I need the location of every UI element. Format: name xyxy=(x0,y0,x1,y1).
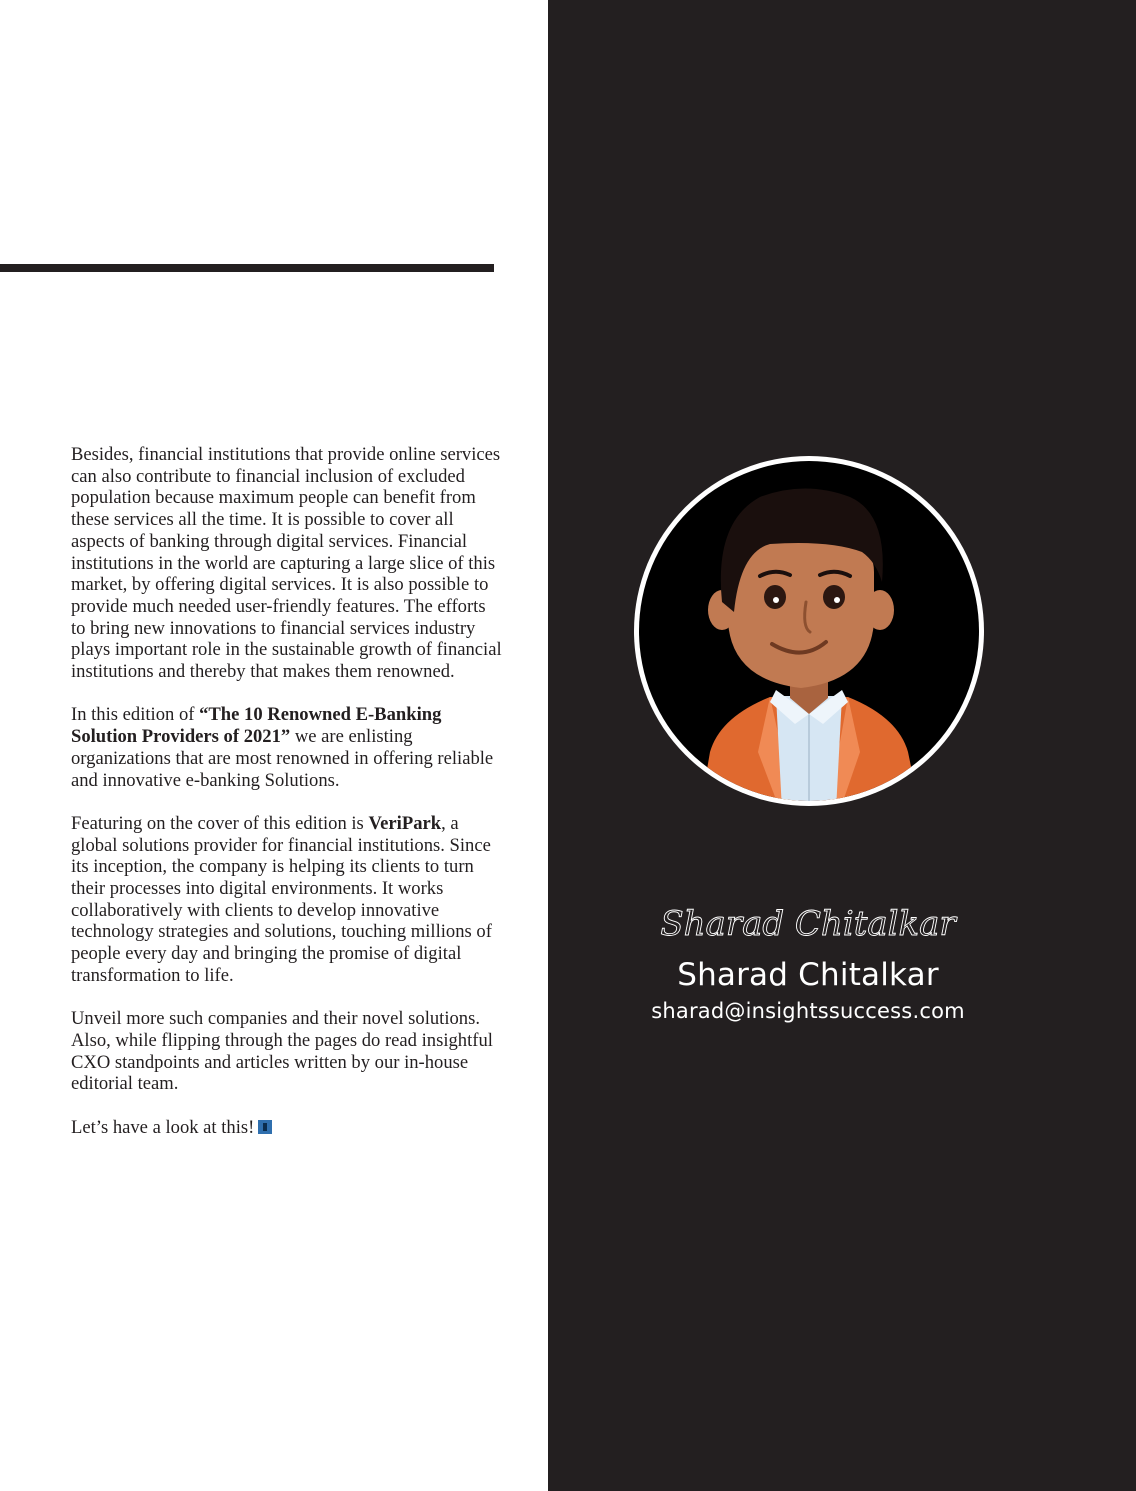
paragraph-3-rest: , a global solutions provider for financial institutions. Since its inception, the company is helping its clients to turn their processes into digital environments. It works collaboratively with clients to develop innovative technology strategies and solutions, touching millions of people every day and bringing the promise of digital transformation to life. xyxy=(71,812,492,986)
article-body xyxy=(71,444,503,1160)
avatar-illustration xyxy=(630,452,988,810)
signature-text: Sharad Chitalkar xyxy=(660,904,956,944)
author-email[interactable]: sharad@insightssuccess.com xyxy=(651,999,965,1023)
article-column xyxy=(0,0,548,1491)
author-signature xyxy=(660,890,956,960)
company-name: VeriPark xyxy=(368,812,442,834)
paragraph-2-rest: we are enlisting organizations that are most renowned in offering reliable and innovative e-banking Solutions. xyxy=(71,726,494,791)
paragraph-2-lead: In this edition of xyxy=(71,704,200,726)
edition-title: “The 10 Renowned E-Banking Solution Providers of 2021” xyxy=(71,704,442,748)
end-mark-icon xyxy=(258,1120,272,1134)
closing-line xyxy=(71,1117,503,1139)
closing-text: Let’s have a look at this! xyxy=(71,1116,255,1138)
paragraph-1: Besides, financial institutions that provide online services can also contribute to financial inclusion of excluded population because maximum people can benefit from these services all the time. It is possible to cover all aspects of banking through digital services. Financial institutions in the world are capturing a large slice of this market, by offering digital services. It is also possible to provide much needed user-friendly features. The efforts to bring new innovations to financial services industry plays important role in the sustainable growth of financial institutions and thereby that makes them renowned. xyxy=(71,444,502,683)
paragraph-2 xyxy=(71,704,503,791)
author-name: Sharad Chitalkar xyxy=(677,957,939,993)
author-panel xyxy=(548,0,1136,1491)
paragraph-3-lead: Featuring on the cover of this edition is xyxy=(71,812,369,834)
divider-rule xyxy=(0,264,494,272)
paragraph-3 xyxy=(71,813,503,987)
paragraph-4: Unveil more such companies and their novel solutions. Also, while flipping through the pages do read insightful CXO standpoints and articles written by our in-house editorial team. xyxy=(71,1008,493,1095)
